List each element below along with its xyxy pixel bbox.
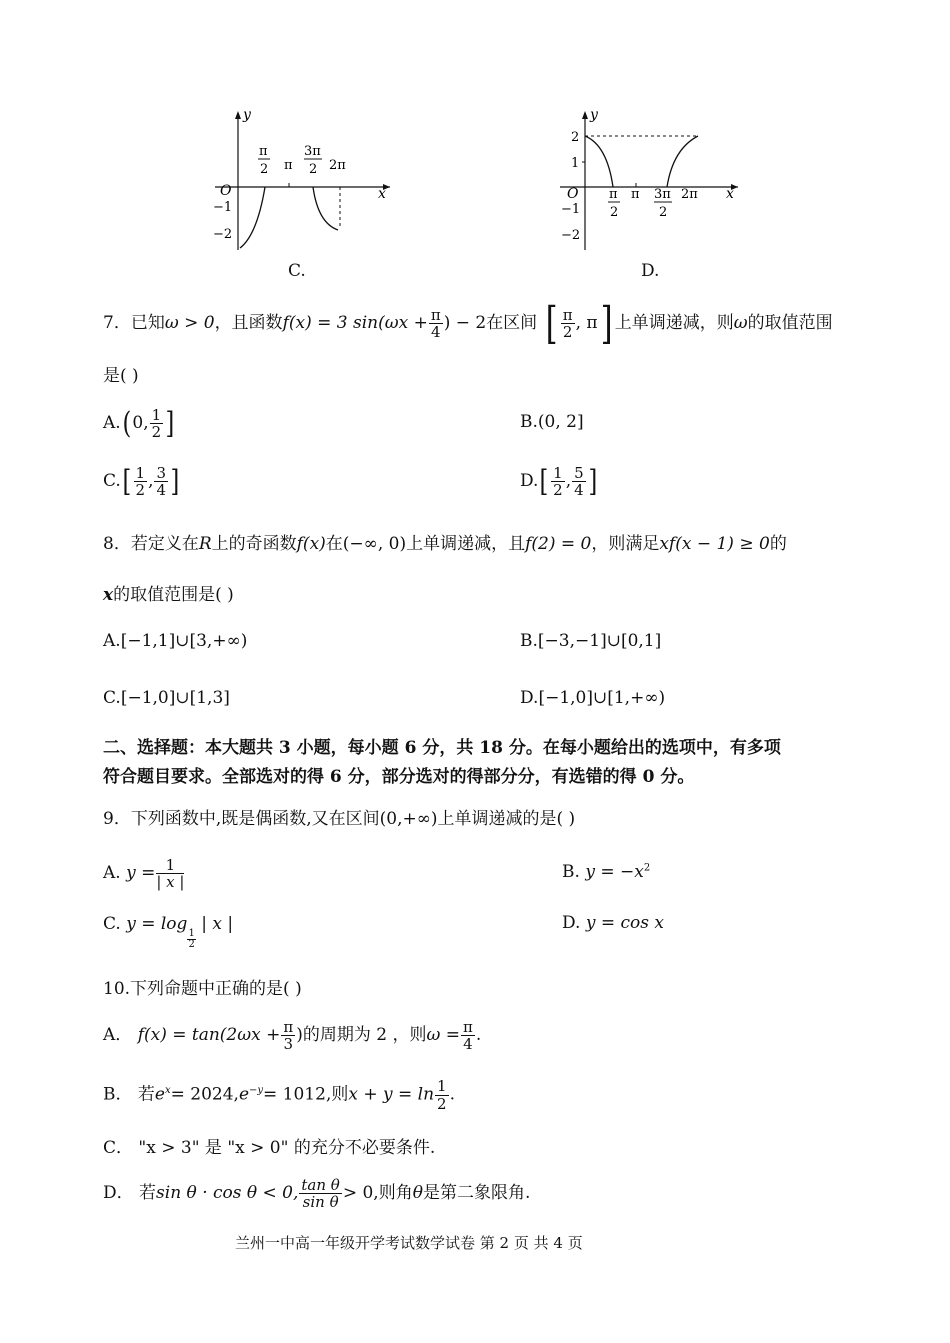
- q7-option-d-label: D.: [520, 471, 539, 491]
- q7-option-d-n1: 1: [553, 463, 563, 482]
- q10-option-d-cond: sin θ · cos θ < 0,: [156, 1183, 299, 1203]
- q8-option-d-value: [−1,0]∪[1,+∞): [538, 688, 666, 708]
- q8-x: x: [103, 585, 114, 605]
- q10-option-d-text1: 若: [139, 1183, 157, 1203]
- page-footer: 兰州一中高一年级开学考试数学试卷 第 2 页 共 4 页: [235, 1234, 583, 1252]
- q7-frac-den: 4: [430, 323, 441, 341]
- q7-option-c-lb: [: [122, 463, 132, 499]
- q7-number: 7．已知: [103, 313, 165, 333]
- q8-R: R: [198, 534, 212, 554]
- graph-c-curve-right: [313, 187, 338, 230]
- q7-option-a[interactable]: [103, 400, 176, 446]
- q7-option-c-d1: 2: [135, 481, 146, 499]
- graph-d-curve-left: [585, 136, 613, 187]
- q10-option-b-frac: [435, 1078, 449, 1112]
- q10-option-a-func: f(x) = tan(2ωx +: [137, 1025, 281, 1045]
- q9-option-a-label: A.: [103, 863, 121, 883]
- q7-interval-tail: , π: [575, 313, 598, 333]
- graph-c-tick-label-minus2: −2: [213, 227, 233, 242]
- graph-c-curve-left: [240, 187, 265, 248]
- q9-option-b-sup: 2: [643, 862, 651, 874]
- q9-option-c[interactable]: [103, 912, 233, 952]
- q10-option-a-num: π: [283, 1017, 294, 1036]
- q7-option-b[interactable]: [520, 412, 584, 432]
- graph-d-origin: O: [567, 186, 579, 202]
- q7-option-d-d2: 4: [574, 481, 584, 499]
- graph-d-x-label: x: [726, 186, 734, 202]
- q10-option-a-den2: 4: [463, 1035, 473, 1053]
- q10-option-a-frac2: [461, 1019, 475, 1053]
- q7-option-a-frac: [150, 407, 164, 441]
- graph-c-y-arrow-icon: [235, 111, 241, 119]
- graph-c-tick-label-pi-half-num: π: [259, 144, 268, 159]
- graph-c-origin: O: [220, 183, 232, 199]
- graph-d-tick-label-3pi-half-den: 2: [659, 205, 668, 220]
- q7-interval-rbracket: ]: [600, 297, 613, 349]
- q10-option-d-label: D．: [103, 1183, 134, 1203]
- q7-option-c-n1: 1: [135, 463, 146, 482]
- q8-option-c[interactable]: [103, 688, 230, 708]
- graph-d-curve-right: [667, 136, 698, 187]
- q7-omega-cond: ω > 0: [164, 313, 215, 333]
- q10-option-a-text: 的周期为 2 ，则: [302, 1025, 427, 1045]
- q9-option-d[interactable]: [562, 913, 664, 933]
- graph-d: [555, 105, 745, 255]
- q9-option-d-value: y = cos x: [585, 913, 664, 933]
- q7-function-lhs: f(x) = 3 sin(ωx +: [282, 313, 428, 333]
- q7-function-rhs: ) − 2: [443, 313, 487, 333]
- graph-c-tick-label-pi: π: [284, 158, 293, 173]
- q9-stem: [103, 804, 575, 829]
- q10-option-a-frac: [281, 1019, 295, 1053]
- q8-text-5: ，则满足: [591, 534, 660, 554]
- graph-d-tick-label-3pi-half-num: 3π: [654, 187, 671, 202]
- q8-stem: [103, 529, 787, 554]
- q7-option-c-frac2: [154, 465, 168, 499]
- q10-option-a-num2: π: [463, 1017, 473, 1036]
- graph-d-tick-label-minus2: −2: [561, 228, 581, 243]
- q10-option-d-text3: 是第二象限角.: [422, 1183, 531, 1203]
- q8-option-b-value: [−3,−1]∪[0,1]: [537, 631, 662, 651]
- q7-option-d-n2: 5: [574, 463, 584, 482]
- q7-function-frac: [429, 307, 443, 341]
- q10-option-a-end: .: [475, 1025, 482, 1045]
- section2-heading-line1: 二、选择题：本大题共 3 小题，每小题 6 分，共 18 分。在每小题给出的选项中，有多项: [103, 738, 781, 758]
- q8-ineq: xf(x − 1) ≥ 0: [659, 534, 770, 554]
- q9-option-b[interactable]: [562, 862, 650, 882]
- q9-option-a-num: 1: [156, 857, 184, 875]
- q9-option-c-sub-num: 1: [188, 928, 195, 939]
- q7-interval-frac: [561, 307, 575, 341]
- graph-d-tick-label-2pi: 2π: [681, 187, 698, 202]
- q7-text-4: 上单调递减，则: [614, 313, 734, 333]
- q10-option-a-paren: ): [296, 1025, 303, 1045]
- q9-text-1: 9．下列函数中,既是偶函数,又在区间: [103, 809, 380, 829]
- q10-option-b-v2: = 1012,: [263, 1084, 332, 1105]
- q10-option-d-num: tan θ: [301, 1175, 340, 1194]
- q10-option-a-omega: ω =: [426, 1025, 460, 1045]
- q7-option-d[interactable]: D.[ $\frac{1}{2}$ , $\frac{5}{4}$ ]: [520, 463, 597, 499]
- q9-option-b-value: y = −x: [585, 862, 644, 882]
- q8-option-d[interactable]: [520, 688, 665, 708]
- q7-int-den: 2: [562, 323, 573, 341]
- graph-c-tick-label-3pi-half-num: 3π: [304, 144, 321, 159]
- graph-d-y-arrow-icon: [582, 111, 588, 119]
- graph-c-tick-label-3pi-half-den: 2: [309, 162, 318, 177]
- q9-option-c-base: [187, 929, 195, 950]
- graph-c-tick-label-minus1: −1: [213, 200, 233, 215]
- q7-option-a-lb: (: [122, 405, 131, 441]
- q9-interval: (0,+∞): [379, 809, 438, 829]
- q10-option-b-eq: x + y = ln: [348, 1084, 435, 1105]
- q10-option-c-text: "x > 3" 是 "x > 0" 的充分不必要条件.: [138, 1138, 436, 1158]
- q8-option-a-label: A.: [103, 631, 121, 651]
- q9-option-c-rhs: | x |: [201, 914, 234, 934]
- q7-option-c-label: C.: [103, 471, 121, 491]
- q7-option-a-den: 2: [151, 423, 162, 441]
- q10-option-d-text2: 则角: [378, 1183, 413, 1203]
- q10-stem: 10.下列命题中正确的是( ): [103, 979, 302, 999]
- q10-option-b-label: B．: [103, 1084, 133, 1105]
- q10-option-b-v1: = 2024,: [170, 1084, 239, 1105]
- q10-option-b-e1: e: [154, 1084, 165, 1105]
- q7-option-d-d1: 2: [553, 481, 563, 499]
- q7-text-2: ，且函数: [214, 313, 283, 333]
- q10-option-b-num: 1: [437, 1077, 447, 1096]
- q8-cond: f(2) = 0: [525, 534, 592, 554]
- q7-option-a-num: 1: [151, 405, 162, 424]
- q8-option-b[interactable]: [520, 631, 661, 651]
- q10-option-a[interactable]: [103, 1012, 481, 1058]
- q7-option-b-value: (0, 2]: [537, 412, 584, 432]
- q7-option-d-frac1: [551, 465, 565, 499]
- q7-stem-line2: 是( ): [103, 366, 139, 386]
- q8-option-a-value: [−1,1]∪[3,+∞): [120, 631, 248, 651]
- q8-option-d-label: D.: [520, 688, 539, 708]
- q10-option-d-den: sin θ: [302, 1193, 339, 1211]
- graph-c-label: C.: [288, 261, 306, 281]
- q8-text-2: 上的奇函数: [211, 534, 297, 554]
- q10-option-a-label: A．: [103, 1025, 133, 1045]
- q10-option-b-den: 2: [437, 1094, 447, 1113]
- q8-line2-text: 的取值范围是( ): [113, 585, 234, 605]
- graph-d-tick-label-pi: π: [631, 187, 640, 202]
- q8-text-4: 上单调递减，且: [406, 534, 526, 554]
- q10-option-b-sup1: x: [164, 1085, 171, 1096]
- q7-frac-num: π: [430, 305, 441, 324]
- q7-option-d-rb: ]: [588, 463, 597, 499]
- q10-option-c[interactable]: [103, 1133, 435, 1158]
- q10-option-d[interactable]: [103, 1170, 530, 1216]
- graph-c-y-label: y: [243, 107, 251, 123]
- q7-option-c-frac1: [134, 465, 148, 499]
- q7-stem: [103, 297, 833, 349]
- q10-option-c-label: C．: [103, 1138, 134, 1158]
- q10-option-a-den: 3: [283, 1035, 294, 1053]
- graph-c: [205, 105, 395, 255]
- q10-option-d-theta: θ: [412, 1183, 423, 1203]
- section2-heading-line2: 符合题目要求。全部选对的得 6 分，部分选对的得部分分，有选错的得 0 分。: [103, 767, 695, 787]
- q9-option-a-den: | x |: [156, 873, 185, 891]
- q10-option-d-frac: [299, 1177, 341, 1211]
- q7-text-3: 在区间: [486, 313, 538, 333]
- q8-option-a[interactable]: [103, 631, 247, 651]
- q7-option-b-label: B.: [520, 412, 538, 432]
- q9-option-c-label: C.: [103, 914, 121, 934]
- graph-d-tick-label-minus1: −1: [561, 202, 581, 217]
- q9-option-c-lhs: y = log: [126, 914, 188, 934]
- q9-option-d-label: D.: [562, 913, 581, 933]
- q9-text-2: 上单调递减的是( ): [437, 809, 576, 829]
- graph-c-tick-label-pi-half-den: 2: [260, 162, 269, 177]
- q7-option-a-zero: 0,: [132, 413, 149, 433]
- graph-d-tick-label-pi-half-den: 2: [610, 205, 619, 220]
- q7-omega: ω: [733, 313, 748, 333]
- q8-option-b-label: B.: [520, 631, 538, 651]
- q7-option-c-d2: 4: [156, 481, 167, 499]
- graph-d-label: D.: [641, 261, 660, 281]
- q10-option-b-sup2: −y: [249, 1085, 264, 1096]
- graph-d-y-label: y: [590, 107, 598, 123]
- q7-text-5: 的取值范围: [747, 313, 833, 333]
- q8-text-1: 8．若定义在: [103, 534, 199, 554]
- q7-option-c[interactable]: C.[ $\frac{1}{2}$ , $\frac{3}{4}$ ]: [103, 463, 180, 499]
- q9-option-a-lhs: y =: [126, 863, 156, 883]
- q9-option-a[interactable]: [103, 850, 185, 896]
- graph-d-tick-label-1: 1: [571, 156, 580, 171]
- graph-d-tick-label-pi-half-num: π: [609, 187, 618, 202]
- q8-text-6: 的: [769, 534, 787, 554]
- q8-text-3: 在: [325, 534, 343, 554]
- q7-int-num: π: [562, 305, 573, 324]
- q8-interval: (−∞, 0): [342, 534, 407, 554]
- q7-option-d-frac2: [572, 465, 586, 499]
- graph-c-x-label: x: [378, 186, 386, 202]
- q8-option-c-label: C.: [103, 688, 121, 708]
- graph-c-tick-label-2pi: 2π: [329, 158, 346, 173]
- graph-d-tick-label-2: 2: [571, 130, 580, 145]
- q10-option-b-end: .: [449, 1084, 455, 1105]
- q10-option-b-text1: 若: [137, 1084, 155, 1105]
- q7-option-c-rb: ]: [170, 463, 180, 499]
- q7-option-d-lb: [: [539, 463, 549, 499]
- q9-option-b-label: B.: [562, 862, 580, 882]
- q9-option-c-sub-den: 2: [188, 939, 195, 950]
- q7-option-a-rb: ]: [165, 405, 175, 441]
- q10-option-b-e2: e: [238, 1084, 249, 1105]
- q10-option-d-cond2: > 0,: [342, 1183, 379, 1203]
- q8-fx: f(x): [296, 534, 326, 554]
- q7-option-a-label: A.: [103, 413, 121, 433]
- q7-option-c-n2: 3: [156, 463, 167, 482]
- q8-stem-line2: [103, 580, 234, 605]
- q9-option-a-frac: [156, 857, 184, 891]
- q10-option-b-text2: 则: [331, 1084, 349, 1105]
- q10-option-b[interactable]: [103, 1068, 455, 1114]
- q8-option-c-value: [−1,0]∪[1,3]: [120, 688, 230, 708]
- q7-interval-lbracket: [: [545, 297, 558, 349]
